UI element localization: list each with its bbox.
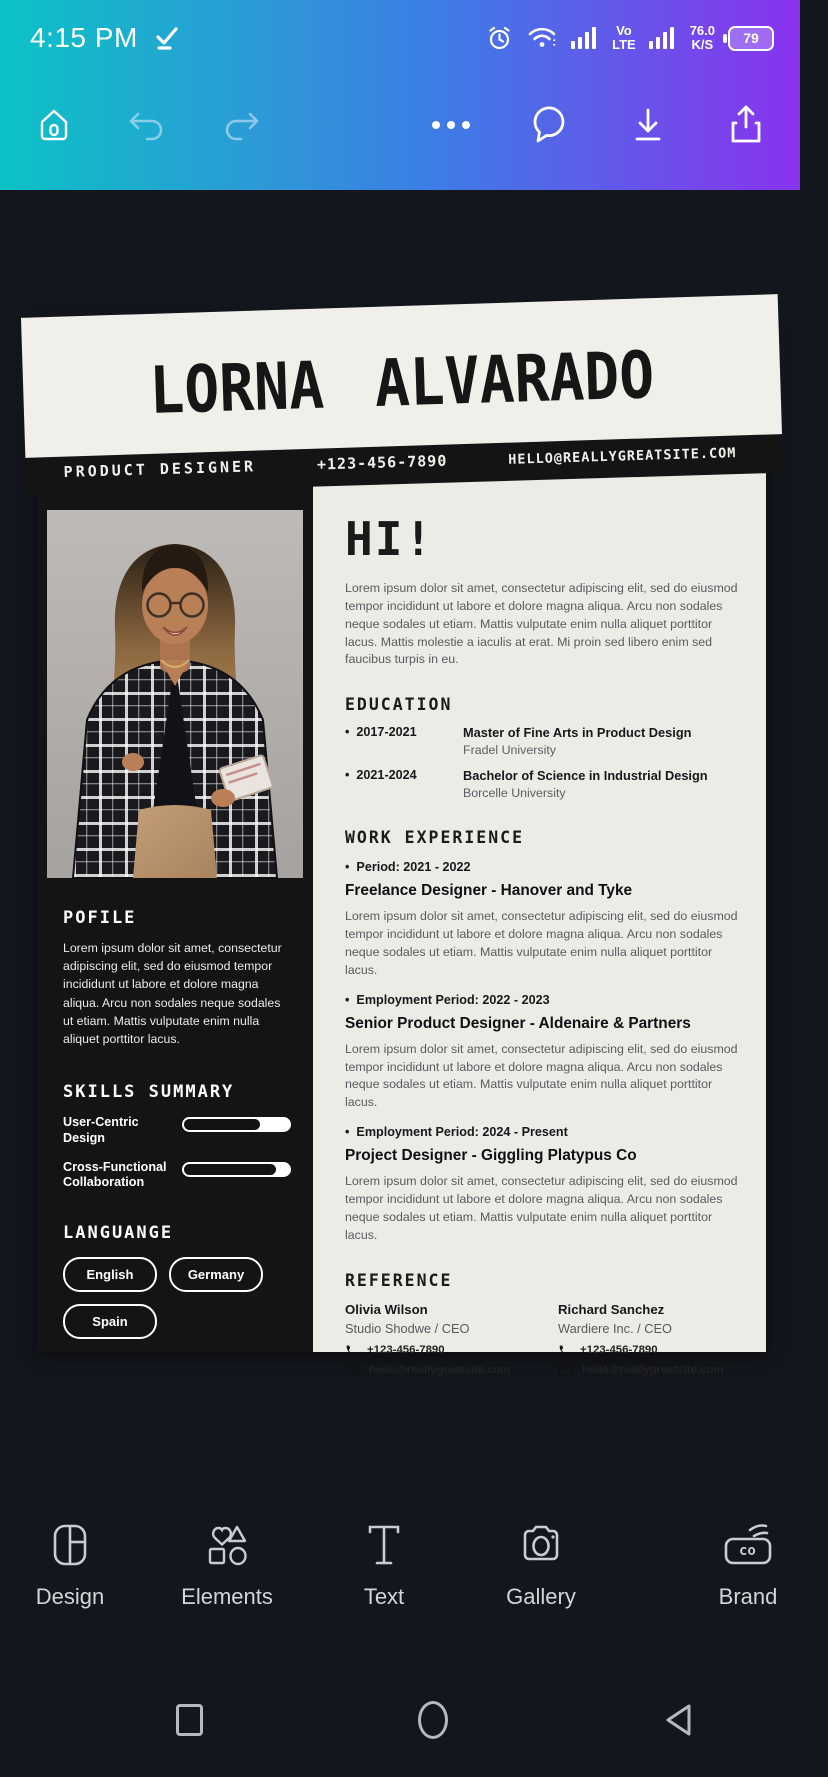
skill-label: Cross-Functional Collaboration — [63, 1159, 167, 1190]
bullet: • — [345, 725, 350, 740]
tab-label: Text — [363, 1584, 405, 1609]
app-header — [0, 0, 800, 190]
bullet: • — [345, 1125, 350, 1140]
download-icon — [628, 104, 668, 146]
tab-label: Gallery — [506, 1584, 576, 1609]
bullet: • — [345, 992, 350, 1007]
resume-right-column — [345, 474, 769, 1376]
experience-period: Employment Period: 2024 - Present — [356, 1125, 568, 1140]
name-header-block[interactable] — [21, 294, 782, 458]
experience-period: Period: 2021 - 2022 — [356, 860, 471, 875]
role-text[interactable]: PRODUCT DESIGNER — [63, 457, 257, 482]
education-heading[interactable]: EDUCATION — [345, 695, 453, 715]
reference-name: Richard Sanchez — [558, 1301, 665, 1317]
reference-contact[interactable] — [345, 1302, 530, 1376]
resume-left-column — [63, 908, 291, 1339]
language-pill[interactable]: Spain — [63, 1304, 157, 1339]
skill-row[interactable] — [63, 1160, 291, 1191]
skill-bar-fill — [184, 1119, 260, 1130]
status-bar — [0, 0, 800, 70]
language-pills — [63, 1257, 291, 1339]
bullet: • — [345, 860, 350, 875]
experience-item[interactable] — [345, 860, 743, 979]
signal-bars-icon — [571, 25, 599, 51]
experience-body: Lorem ipsum dolor sit amet, consectetur adipiscing elit, sed do eiusmod tempor incididunt ut labore et dolore magna aliqua. Arcu non sodales neque sodales ut etiam. Mattis vulputate enim nulla aliquet porttitor lacus. — [345, 1041, 738, 1110]
experience-item[interactable] — [345, 1125, 743, 1244]
experience-body: Lorem ipsum dolor sit amet, consectetur adipiscing elit, sed do eiusmod tempor incididunt ut labore et dolore magna aliqua. Arcu non sodales neque sodales ut etiam. Mattis vulputate enim nulla aliquet porttitor lacus. — [345, 909, 738, 977]
design-icon — [48, 1522, 92, 1568]
brand-kit-icon — [720, 1522, 776, 1568]
download-button[interactable] — [628, 104, 668, 146]
text-icon — [362, 1522, 406, 1568]
wifi-icon — [526, 24, 558, 52]
education-school: Fradel University — [463, 743, 556, 758]
reference-phone: +123-456-7890 — [580, 1344, 658, 1357]
phone-icon — [345, 1344, 358, 1357]
skills-heading[interactable]: SKILLS SUMMARY — [63, 1082, 235, 1103]
reference-email: hello@reallygreatsite.com — [369, 1363, 511, 1376]
education-degree: Bachelor of Science in Industrial Design — [463, 768, 708, 784]
network-speed: 76.0 K/S — [689, 23, 715, 52]
reference-heading[interactable]: REFERENCE — [345, 1270, 453, 1290]
volte-indicator: Vo LTE — [612, 23, 636, 52]
reference-name: Olivia Wilson — [345, 1301, 428, 1317]
brand-icon-text: co — [739, 1543, 756, 1559]
experience-period: Employment Period: 2022 - 2023 — [356, 992, 550, 1007]
reference-phone: +123-456-7890 — [367, 1344, 445, 1357]
experience-title: Project Designer - Giggling Platypus Co — [345, 1147, 637, 1165]
home-button[interactable] — [34, 105, 74, 145]
editor-toolbar — [0, 70, 800, 180]
email-icon — [558, 1364, 573, 1376]
home-nav-button[interactable] — [311, 1701, 555, 1739]
tab-text[interactable] — [319, 1522, 449, 1610]
camera-icon — [518, 1522, 564, 1568]
more-options-button[interactable] — [432, 121, 470, 129]
education-years: 2017-2021 — [356, 725, 417, 740]
experience-item[interactable] — [345, 993, 743, 1112]
greeting-heading[interactable]: HI! — [345, 512, 435, 566]
home-circle-icon — [418, 1701, 448, 1739]
reference-grid — [345, 1302, 743, 1376]
battery-icon — [728, 26, 774, 51]
language-heading[interactable]: LANGUANGE — [63, 1223, 174, 1244]
undo-icon — [126, 106, 168, 144]
ellipsis-icon — [432, 121, 470, 129]
skill-row[interactable] — [63, 1115, 291, 1146]
profile-text[interactable]: Lorem ipsum dolor sit amet, consectetur adipiscing elit, sed do eiusmod tempor incididunt ut labore et dolore magna aliqua. Arcu non sodales neque sodales ut etiam. Mattis vulputate enim nulla aliquet porttitor lacus. — [63, 941, 282, 1046]
recent-apps-button[interactable] — [67, 1704, 311, 1736]
tab-brand[interactable] — [668, 1522, 828, 1610]
signal-bars-icon-2 — [649, 25, 677, 51]
clock-text: 4:15 PM — [30, 22, 138, 53]
tab-design[interactable] — [5, 1522, 135, 1610]
skill-bar-fill — [184, 1164, 277, 1175]
elements-icon — [204, 1522, 250, 1568]
email-icon — [345, 1364, 360, 1376]
reference-company: Wardiere Inc. / CEO — [558, 1320, 673, 1336]
android-navigation-bar — [0, 1662, 800, 1777]
reference-company: Studio Shodwe / CEO — [345, 1320, 470, 1336]
tab-label: Brand — [718, 1584, 778, 1609]
skill-bar — [182, 1162, 291, 1177]
education-years: 2021-2024 — [356, 768, 417, 783]
portrait-photo[interactable] — [47, 510, 303, 878]
tab-label: Design — [35, 1584, 105, 1609]
tab-elements[interactable] — [162, 1522, 292, 1610]
recents-square-icon — [176, 1704, 203, 1736]
language-pill[interactable]: Germany — [169, 1257, 263, 1292]
back-button[interactable] — [556, 1701, 800, 1739]
profile-heading[interactable]: POFILE — [63, 908, 137, 928]
education-degree: Master of Fine Arts in Product Design — [463, 725, 692, 741]
experience-title: Freelance Designer - Hanover and Tyke — [345, 882, 633, 900]
experience-heading[interactable]: WORK EXPERIENCE — [345, 828, 525, 848]
redo-button[interactable] — [220, 106, 262, 144]
education-item[interactable] — [345, 768, 743, 800]
education-item[interactable] — [345, 725, 743, 757]
comment-bubble-icon — [528, 103, 570, 147]
comments-button[interactable] — [528, 103, 570, 147]
experience-body: Lorem ipsum dolor sit amet, consectetur adipiscing elit, sed do eiusmod tempor incididunt ut labore et dolore magna aliqua. Arcu non sodales neque sodales ut etiam. Mattis vulputate enim nulla aliquet porttitor lacus. — [345, 1174, 738, 1242]
bottom-toolbar — [0, 1522, 800, 1662]
tab-gallery[interactable] — [476, 1522, 606, 1610]
education-school: Borcelle University — [463, 786, 566, 801]
skill-label: User-Centric Design — [63, 1115, 139, 1145]
intro-text[interactable]: Lorem ipsum dolor sit amet, consectetur adipiscing elit, sed do eiusmod tempor incididunt ut labore et dolore magna aliqua. Arcu non sodales neque sodales ut etiam. Mattis vulputate enim nulla aliquet porttitor lacus. Mattis molestie a iaculis at erat. Mi proin sed libero enim sed faucibus turpis in eu. — [345, 581, 738, 667]
checkmark-underline-icon — [154, 25, 180, 51]
resume-name[interactable]: LORNA ALVARADO — [148, 336, 656, 429]
redo-icon — [220, 106, 262, 144]
experience-title: Senior Product Designer - Aldenaire & Partners — [345, 1014, 691, 1032]
back-triangle-icon — [661, 1701, 695, 1739]
header-email-text[interactable]: HELLO@REALLYGREATSITE.COM — [508, 445, 737, 468]
share-export-icon — [726, 103, 766, 147]
reference-email: hello@reallygreatsite.com — [582, 1363, 724, 1376]
phone-icon — [558, 1344, 571, 1357]
skill-bar — [182, 1117, 291, 1132]
language-pill[interactable]: English — [63, 1257, 157, 1292]
resume-page[interactable] — [37, 322, 766, 1376]
alarm-icon — [486, 25, 513, 52]
share-button[interactable] — [726, 103, 766, 147]
tab-label: Elements — [181, 1584, 273, 1609]
reference-contact[interactable] — [558, 1302, 743, 1376]
design-canvas[interactable] — [0, 190, 800, 1520]
bullet: • — [345, 768, 350, 783]
undo-button[interactable] — [126, 106, 168, 144]
header-phone-text[interactable]: +123-456-7890 — [316, 451, 448, 474]
battery-percent: 79 — [743, 30, 759, 46]
home-icon — [34, 105, 74, 145]
